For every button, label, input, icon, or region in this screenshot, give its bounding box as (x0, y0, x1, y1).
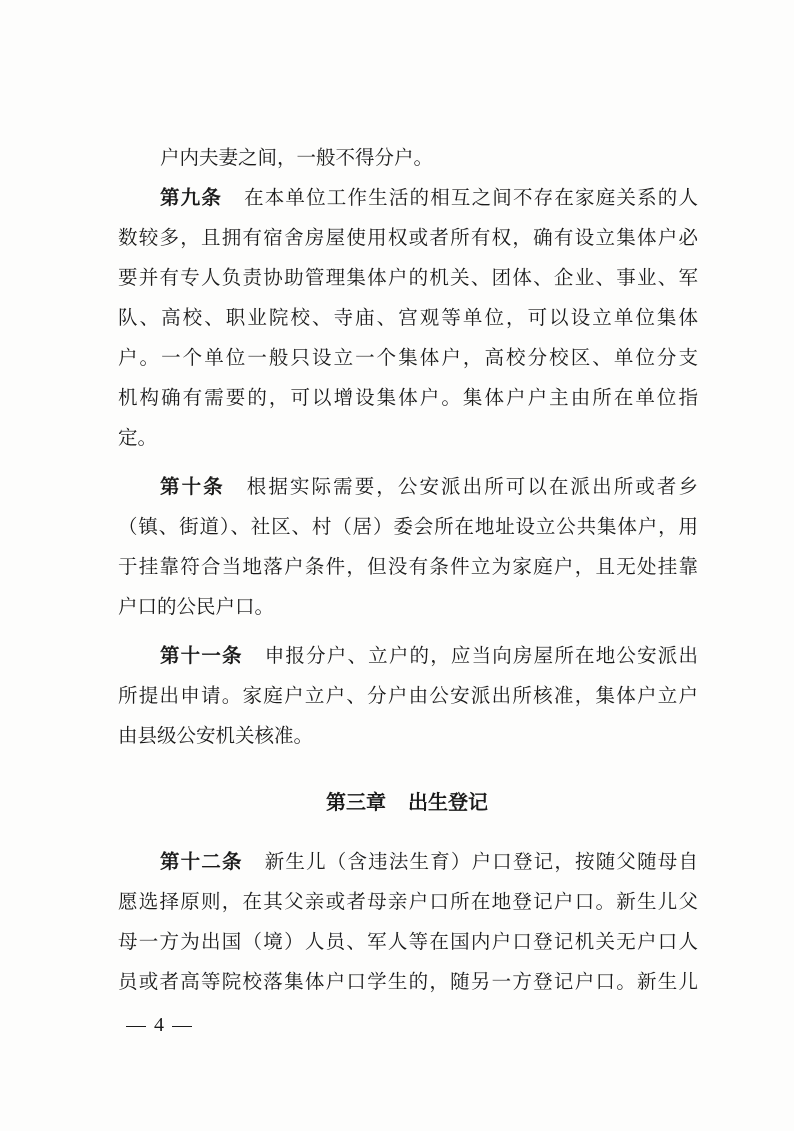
page-number: 4 (118, 1010, 200, 1040)
article-first-line: 第十二条 新生儿（含违法生育）户口登记，按随父随母自 (160, 850, 698, 873)
chapter-heading (0, 782, 794, 822)
paragraph-line: 队、高校、职业院校、寺庙、宫观等单位，可以设立单位集体 (118, 306, 698, 329)
paragraph-line: 由县级公安机关核准。 (118, 724, 314, 747)
chapter-number: 第三章 (326, 790, 386, 814)
paragraph-line: 于挂靠符合当地落户条件，但没有条件立为家庭户，且无处挂靠 (118, 555, 698, 578)
paragraph-line: 母一方为出国（境）人员、军人等在国内户口登记机关无户口人 (118, 930, 698, 953)
paragraph-line: 定。 (118, 426, 158, 449)
article-heading: 第十条 (160, 475, 225, 498)
dash-right (172, 1026, 192, 1028)
paragraph-line: 愿选择原则，在其父亲或者母亲户口所在地登记户口。新生儿父 (118, 890, 698, 913)
paragraph-line: 户内夫妻之间，一般不得分户。 (160, 146, 434, 169)
paragraph-line: 数较多，且拥有宿舍房屋使用权或者所有权，确有设立集体户必 (118, 226, 698, 249)
paragraph-line: （镇、街道）、社区、村（居）委会所在地址设立公共集体户，用 (118, 515, 698, 538)
paragraph-line: 户。一个单位一般只设立一个集体户，高校分校区、单位分支 (118, 346, 698, 369)
paragraph-line: 机构确有需要的，可以增设集体户。集体户户主由所在单位指 (118, 386, 698, 409)
article-heading: 第十一条 (160, 644, 243, 667)
paragraph-line: 要并有专人负责协助管理集体户的机关、团体、企业、事业、军 (118, 266, 698, 289)
dash-left (126, 1026, 146, 1028)
paragraph-line: 所提出申请。家庭户立户、分户由公安派出所核准，集体户立户 (118, 684, 698, 707)
chapter-title: 出生登记 (408, 790, 488, 814)
article-heading: 第十二条 (160, 850, 243, 873)
article-heading: 第九条 (160, 186, 223, 209)
article-first-line: 第九条 在本单位工作生活的相互之间不存在家庭关系的人 (160, 186, 698, 209)
paragraph-line: 户口的公民户口。 (118, 595, 275, 618)
article-first-line: 第十条 根据实际需要，公安派出所可以在派出所或者乡 (160, 475, 698, 498)
paragraph-line: 员或者高等院校落集体户口学生的，随另一方登记户口。新生儿 (118, 970, 698, 993)
article-first-line: 第十一条 申报分户、立户的，应当向房屋所在地公安派出 (160, 644, 698, 667)
